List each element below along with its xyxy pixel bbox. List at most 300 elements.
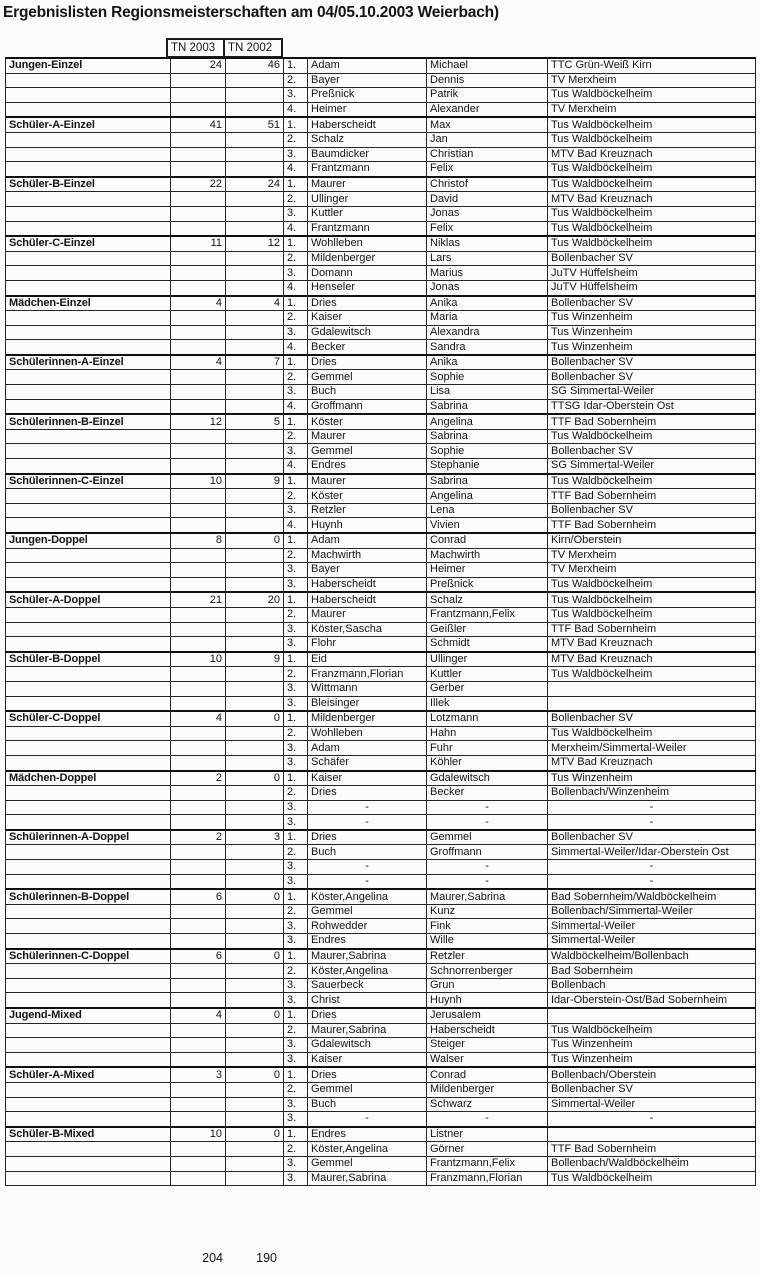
rank-cell: 1.: [284, 414, 308, 429]
tn2002-cell: [226, 311, 284, 326]
tn2003-cell: [171, 503, 226, 518]
tn2002-cell: 0: [226, 1127, 284, 1142]
category-cell: Schüler-B-Mixed: [6, 1127, 171, 1142]
rank-cell: 2.: [284, 132, 308, 147]
rank-cell: 1.: [284, 236, 308, 251]
partner-cell: Haberscheidt: [427, 1023, 548, 1038]
category-cell: Mädchen-Einzel: [6, 296, 171, 311]
club-cell: -: [548, 800, 756, 815]
partner-cell: -: [427, 815, 548, 830]
club-cell: Bollenbacher SV: [548, 370, 756, 385]
tn2002-cell: [226, 681, 284, 696]
rank-cell: 2.: [284, 489, 308, 504]
partner-cell: Jonas: [427, 280, 548, 295]
partner-cell: -: [427, 860, 548, 875]
tn2002-cell: 0: [226, 1008, 284, 1023]
total-tn2003: 204: [202, 1251, 223, 1265]
rank-cell: 3.: [284, 815, 308, 830]
rank-cell: 1.: [284, 592, 308, 607]
category-cell: [6, 503, 171, 518]
partner-cell: Maria: [427, 311, 548, 326]
table-row: [6, 311, 756, 326]
tn2003-cell: [171, 102, 226, 117]
category-cell: [6, 1023, 171, 1038]
surname-cell: -: [308, 800, 427, 815]
table-row: [6, 696, 756, 711]
tn2003-cell: [171, 88, 226, 103]
tn2003-cell: 3: [171, 1067, 226, 1082]
surname-cell: Schalz: [308, 132, 427, 147]
club-cell: Bad Sobernheim/Waldböckelheim: [548, 889, 756, 904]
category-cell: Schüler-B-Einzel: [6, 177, 171, 192]
tn2002-cell: [226, 1097, 284, 1112]
rank-cell: 1.: [284, 771, 308, 786]
surname-cell: Köster,Angelina: [308, 964, 427, 979]
tn2002-cell: 9: [226, 652, 284, 667]
club-cell: -: [548, 874, 756, 889]
rank-cell: 1.: [284, 711, 308, 726]
partner-cell: Patrik: [427, 88, 548, 103]
tn2003-cell: [171, 311, 226, 326]
club-cell: Bollenbacher SV: [548, 830, 756, 845]
surname-cell: Preßnick: [308, 88, 427, 103]
tn2002-cell: [226, 1052, 284, 1067]
club-cell: TV Merxheim: [548, 563, 756, 578]
partner-cell: Schnorrenberger: [427, 964, 548, 979]
surname-cell: Gemmel: [308, 904, 427, 919]
table-row: [6, 1082, 756, 1097]
category-cell: [6, 221, 171, 236]
club-cell: Simmertal-Weiler: [548, 1097, 756, 1112]
partner-cell: Anika: [427, 355, 548, 370]
rank-cell: 1.: [284, 1067, 308, 1082]
category-cell: [6, 563, 171, 578]
category-cell: [6, 667, 171, 682]
surname-cell: Endres: [308, 1127, 427, 1142]
tn2002-cell: [226, 1082, 284, 1097]
table-row: [6, 1127, 756, 1142]
club-cell: Tus Winzenheim: [548, 311, 756, 326]
tn2003-cell: [171, 1156, 226, 1171]
surname-cell: Retzler: [308, 503, 427, 518]
tn2002-cell: 51: [226, 117, 284, 132]
tn2002-cell: [226, 1112, 284, 1127]
club-cell: Tus Waldböckelheim: [548, 429, 756, 444]
rank-cell: 3.: [284, 206, 308, 221]
rank-cell: 2.: [284, 429, 308, 444]
category-cell: Schülerinnen-A-Doppel: [6, 830, 171, 845]
partner-cell: Vivien: [427, 518, 548, 533]
table-row: [6, 414, 756, 429]
club-cell: Merxheim/Simmertal-Weiler: [548, 741, 756, 756]
table-row: [6, 815, 756, 830]
tn2003-cell: 8: [171, 533, 226, 548]
rank-cell: 2.: [284, 548, 308, 563]
tn2002-cell: 7: [226, 355, 284, 370]
partner-cell: Alexander: [427, 102, 548, 117]
tn2002-cell: [226, 667, 284, 682]
surname-cell: Kaiser: [308, 311, 427, 326]
surname-cell: Maurer: [308, 607, 427, 622]
surname-cell: Haberscheidt: [308, 577, 427, 592]
rank-cell: 4.: [284, 518, 308, 533]
tn2003-cell: [171, 964, 226, 979]
tn2002-cell: 12: [226, 236, 284, 251]
tn2003-cell: [171, 726, 226, 741]
club-cell: TV Merxheim: [548, 73, 756, 88]
partner-cell: Listner: [427, 1127, 548, 1142]
category-cell: Schülerinnen-B-Doppel: [6, 889, 171, 904]
surname-cell: Kaiser: [308, 771, 427, 786]
surname-cell: Maurer: [308, 429, 427, 444]
surname-cell: Haberscheidt: [308, 592, 427, 607]
tn2003-cell: 21: [171, 592, 226, 607]
partner-cell: Schmidt: [427, 637, 548, 652]
club-cell: SG Simmertal-Weiler: [548, 385, 756, 400]
surname-cell: Baumdicker: [308, 147, 427, 162]
tn2002-cell: 0: [226, 949, 284, 964]
tn2003-cell: [171, 681, 226, 696]
club-cell: TV Merxheim: [548, 548, 756, 563]
rank-cell: 3.: [284, 681, 308, 696]
category-cell: Schüler-A-Mixed: [6, 1067, 171, 1082]
rank-cell: 3.: [284, 978, 308, 993]
category-cell: Schüler-C-Doppel: [6, 711, 171, 726]
category-cell: [6, 786, 171, 801]
club-cell: Kirn/Oberstein: [548, 533, 756, 548]
rank-cell: 4.: [284, 399, 308, 414]
club-cell: Tus Winzenheim: [548, 1038, 756, 1053]
partner-cell: Fink: [427, 919, 548, 934]
table-row: [6, 607, 756, 622]
club-cell: [548, 696, 756, 711]
category-cell: [6, 73, 171, 88]
rank-cell: 2.: [284, 964, 308, 979]
tn2002-cell: [226, 1156, 284, 1171]
table-row: [6, 206, 756, 221]
club-cell: Bollenbach: [548, 978, 756, 993]
table-row: [6, 489, 756, 504]
club-cell: Bollenbacher SV: [548, 1082, 756, 1097]
rank-cell: 3.: [284, 88, 308, 103]
rank-cell: 1.: [284, 474, 308, 489]
club-cell: JuTV Hüffelsheim: [548, 280, 756, 295]
table-row: [6, 726, 756, 741]
rank-cell: 3.: [284, 1097, 308, 1112]
category-cell: [6, 102, 171, 117]
club-cell: [548, 1008, 756, 1023]
partner-cell: Schwarz: [427, 1097, 548, 1112]
club-cell: Tus Waldböckelheim: [548, 474, 756, 489]
tn2002-cell: [226, 192, 284, 207]
club-cell: Bollenbach/Simmertal-Weiler: [548, 904, 756, 919]
rank-cell: 3.: [284, 741, 308, 756]
table-row: [6, 874, 756, 889]
club-cell: Tus Waldböckelheim: [548, 236, 756, 251]
category-cell: [6, 637, 171, 652]
tn2003-cell: [171, 221, 226, 236]
partner-cell: Sandra: [427, 340, 548, 355]
tn2002-cell: 5: [226, 414, 284, 429]
partner-cell: Görner: [427, 1142, 548, 1157]
table-row: [6, 771, 756, 786]
partner-cell: Jonas: [427, 206, 548, 221]
tn2003-cell: [171, 934, 226, 949]
surname-cell: Eid: [308, 652, 427, 667]
tn2002-cell: [226, 132, 284, 147]
table-row: [6, 978, 756, 993]
rank-cell: 1.: [284, 949, 308, 964]
table-row: [6, 444, 756, 459]
tn2002-cell: [226, 845, 284, 860]
club-cell: Tus Winzenheim: [548, 771, 756, 786]
category-cell: [6, 132, 171, 147]
tn2003-cell: [171, 1097, 226, 1112]
club-cell: TTF Bad Sobernheim: [548, 518, 756, 533]
partner-cell: Dennis: [427, 73, 548, 88]
category-cell: [6, 88, 171, 103]
club-cell: Bollenbach/Winzenheim: [548, 786, 756, 801]
rank-cell: 2.: [284, 607, 308, 622]
tn2003-cell: [171, 132, 226, 147]
tn2002-cell: [226, 904, 284, 919]
surname-cell: Christ: [308, 993, 427, 1008]
tn2003-cell: [171, 206, 226, 221]
category-cell: [6, 964, 171, 979]
partner-cell: Heimer: [427, 563, 548, 578]
tn2003-cell: [171, 919, 226, 934]
tn2003-cell: [171, 399, 226, 414]
surname-cell: Machwirth: [308, 548, 427, 563]
partner-cell: Becker: [427, 786, 548, 801]
partner-cell: Machwirth: [427, 548, 548, 563]
club-cell: Bollenbach/Oberstein: [548, 1067, 756, 1082]
rank-cell: 2.: [284, 786, 308, 801]
category-cell: [6, 1171, 171, 1186]
tn2003-cell: [171, 489, 226, 504]
tn2003-cell: [171, 192, 226, 207]
table-row: [6, 993, 756, 1008]
tn2003-cell: [171, 845, 226, 860]
surname-cell: Kuttler: [308, 206, 427, 221]
category-cell: Mädchen-Doppel: [6, 771, 171, 786]
tn2002-cell: [226, 73, 284, 88]
club-cell: Bollenbacher SV: [548, 503, 756, 518]
club-cell: Simmertal-Weiler: [548, 919, 756, 934]
club-cell: Tus Winzenheim: [548, 1052, 756, 1067]
tn2002-cell: 0: [226, 533, 284, 548]
partner-cell: Lotzmann: [427, 711, 548, 726]
category-cell: [6, 162, 171, 177]
table-row: [6, 1097, 756, 1112]
rank-cell: 2.: [284, 1142, 308, 1157]
rank-cell: 2.: [284, 845, 308, 860]
club-cell: Simmertal-Weiler/Idar-Oberstein Ost: [548, 845, 756, 860]
partner-cell: Sabrina: [427, 429, 548, 444]
rank-cell: 3.: [284, 622, 308, 637]
rank-cell: 3.: [284, 934, 308, 949]
tn2003-cell: [171, 429, 226, 444]
rank-cell: 3.: [284, 444, 308, 459]
category-cell: Jungen-Doppel: [6, 533, 171, 548]
category-cell: [6, 489, 171, 504]
rank-cell: 3.: [284, 755, 308, 770]
surname-cell: Dries: [308, 296, 427, 311]
tn2003-cell: [171, 637, 226, 652]
tn2003-cell: [171, 755, 226, 770]
rank-cell: 3.: [284, 637, 308, 652]
rank-cell: 1.: [284, 1008, 308, 1023]
category-cell: Jungen-Einzel: [6, 58, 171, 73]
partner-cell: Kunz: [427, 904, 548, 919]
surname-cell: Bayer: [308, 73, 427, 88]
table-row: [6, 1156, 756, 1171]
tn2003-cell: [171, 1082, 226, 1097]
surname-cell: -: [308, 815, 427, 830]
category-cell: [6, 845, 171, 860]
tn2003-cell: [171, 266, 226, 281]
surname-cell: Domann: [308, 266, 427, 281]
surname-cell: -: [308, 860, 427, 875]
category-cell: [6, 577, 171, 592]
tn2003-cell: [171, 325, 226, 340]
surname-cell: Wohlleben: [308, 236, 427, 251]
rank-cell: 1.: [284, 1127, 308, 1142]
partner-cell: Walser: [427, 1052, 548, 1067]
table-row: [6, 637, 756, 652]
rank-cell: 3.: [284, 800, 308, 815]
partner-cell: David: [427, 192, 548, 207]
surname-cell: Frantzmann: [308, 162, 427, 177]
table-row: [6, 577, 756, 592]
rank-cell: 3.: [284, 1038, 308, 1053]
rank-cell: 3.: [284, 860, 308, 875]
rank-cell: 3.: [284, 325, 308, 340]
partner-cell: Wille: [427, 934, 548, 949]
tn2002-cell: [226, 726, 284, 741]
partner-cell: Christof: [427, 177, 548, 192]
club-cell: Idar-Oberstein-Ost/Bad Sobernheim: [548, 993, 756, 1008]
tn2002-cell: 24: [226, 177, 284, 192]
partner-cell: Sabrina: [427, 474, 548, 489]
tn2003-cell: [171, 444, 226, 459]
club-cell: TTF Bad Sobernheim: [548, 414, 756, 429]
tn2002-cell: [226, 385, 284, 400]
rank-cell: 4.: [284, 459, 308, 474]
surname-cell: Heimer: [308, 102, 427, 117]
partner-cell: Michael: [427, 58, 548, 73]
category-cell: Schüler-A-Einzel: [6, 117, 171, 132]
partner-cell: Köhler: [427, 755, 548, 770]
club-cell: Tus Waldböckelheim: [548, 221, 756, 236]
rank-cell: 3.: [284, 1156, 308, 1171]
partner-cell: -: [427, 800, 548, 815]
category-cell: [6, 874, 171, 889]
tn2003-cell: [171, 280, 226, 295]
rank-cell: 2.: [284, 251, 308, 266]
surname-cell: Maurer,Sabrina: [308, 1023, 427, 1038]
table-row: [6, 1023, 756, 1038]
results-table: [5, 57, 756, 1186]
tn2003-cell: 12: [171, 414, 226, 429]
surname-cell: Dries: [308, 355, 427, 370]
tn2002-cell: 0: [226, 889, 284, 904]
rank-cell: 1.: [284, 296, 308, 311]
tn2002-cell: [226, 548, 284, 563]
club-cell: Tus Waldböckelheim: [548, 607, 756, 622]
table-row: [6, 1142, 756, 1157]
category-cell: [6, 1038, 171, 1053]
category-cell: [6, 206, 171, 221]
tn2003-cell: [171, 251, 226, 266]
club-cell: Tus Waldböckelheim: [548, 206, 756, 221]
club-cell: Bollenbacher SV: [548, 355, 756, 370]
partner-cell: Stephanie: [427, 459, 548, 474]
club-cell: [548, 681, 756, 696]
surname-cell: Endres: [308, 934, 427, 949]
club-cell: Tus Waldböckelheim: [548, 1171, 756, 1186]
rank-cell: 3.: [284, 874, 308, 889]
partner-cell: -: [427, 874, 548, 889]
rank-cell: 3.: [284, 919, 308, 934]
partner-cell: Jan: [427, 132, 548, 147]
tn2002-cell: [226, 934, 284, 949]
club-cell: Tus Winzenheim: [548, 325, 756, 340]
club-cell: Tus Waldböckelheim: [548, 726, 756, 741]
category-cell: [6, 1052, 171, 1067]
partner-cell: Ullinger: [427, 652, 548, 667]
partner-cell: Marius: [427, 266, 548, 281]
tn2002-cell: [226, 1171, 284, 1186]
surname-cell: Endres: [308, 459, 427, 474]
category-cell: [6, 444, 171, 459]
rank-cell: 3.: [284, 563, 308, 578]
partner-cell: Gerber: [427, 681, 548, 696]
club-cell: JuTV Hüffelsheim: [548, 266, 756, 281]
tn2003-cell: [171, 860, 226, 875]
tn2003-cell: [171, 459, 226, 474]
category-cell: [6, 800, 171, 815]
club-cell: Bollenbacher SV: [548, 296, 756, 311]
partner-cell: Groffmann: [427, 845, 548, 860]
table-row: [6, 325, 756, 340]
club-cell: -: [548, 815, 756, 830]
partner-cell: Gemmel: [427, 830, 548, 845]
club-cell: -: [548, 860, 756, 875]
table-row: [6, 236, 756, 251]
partner-cell: Gdalewitsch: [427, 771, 548, 786]
surname-cell: Adam: [308, 741, 427, 756]
club-cell: Tus Winzenheim: [548, 340, 756, 355]
category-cell: [6, 904, 171, 919]
partner-cell: Alexandra: [427, 325, 548, 340]
table-row: [6, 563, 756, 578]
category-cell: [6, 518, 171, 533]
tn2002-cell: [226, 206, 284, 221]
club-cell: Tus Waldböckelheim: [548, 177, 756, 192]
rank-cell: 2.: [284, 370, 308, 385]
club-cell: MTV Bad Kreuznach: [548, 652, 756, 667]
table-row: [6, 652, 756, 667]
tn2002-cell: [226, 251, 284, 266]
table-row: [6, 622, 756, 637]
club-cell: Waldböckelheim/Bollenbach: [548, 949, 756, 964]
rank-cell: 3.: [284, 503, 308, 518]
partner-cell: Retzler: [427, 949, 548, 964]
tn2003-cell: 4: [171, 355, 226, 370]
table-row: [6, 904, 756, 919]
total-tn2002: 190: [256, 1251, 277, 1265]
